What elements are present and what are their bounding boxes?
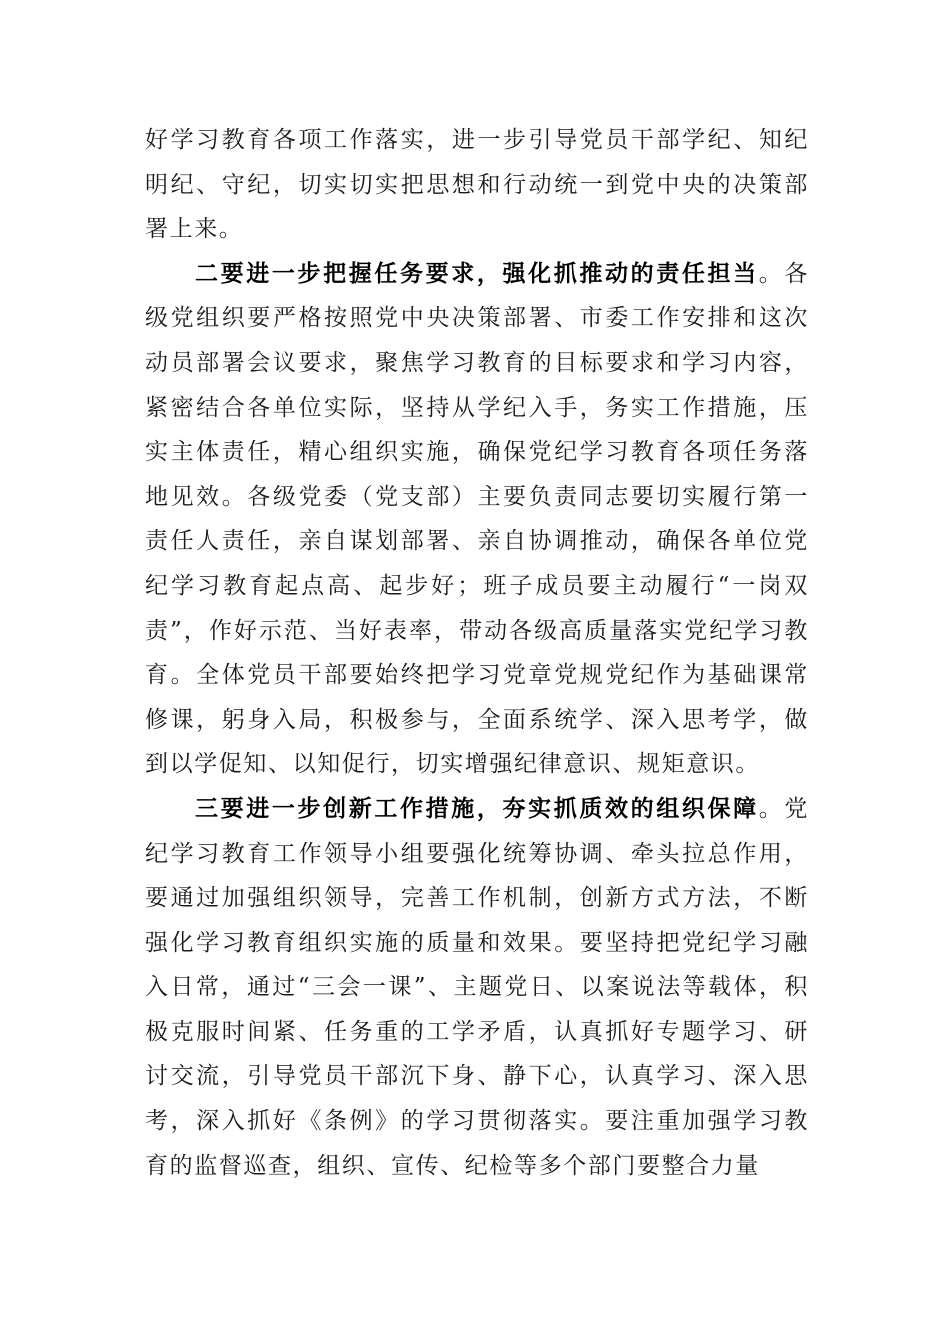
paragraph-1 [145,118,809,252]
paragraph-2-heading: 二要进一步把握任务要求，强化抓推动的责任担当 [195,259,759,287]
paragraph-2 [145,252,809,787]
paragraph-3-heading: 三要进一步创新工作措施，夯实抓质效的组织保障 [195,794,759,822]
paragraph-3-text: 。党纪学习教育工作领导小组要强化统筹协调、牵头拉总作用，要通过加强组织领导，完善工作机制，创新方式方法，不断强化学习教育组织实施的质量和效果。要坚持把党纪学习融入日常，通过“三会一课”、主题党日、以案说法等载体，积极克服时间紧、任务重的工学矛盾，认真抓好专题学习、研讨交流，引导党员干部沉下身、静下心，认真学习、深入思考，深入抓好《条例》的学习贯彻落实。要注重加强学习教育的监督巡查，组织、宣传、纪检等多个部门要整合力量 [145,795,810,1179]
document-body [145,118,809,1188]
paragraph-3 [145,787,809,1188]
paragraph-1-text: 好学习教育各项工作落实，进一步引导党员干部学纪、知纪明纪、守纪，切实切实把思想和行动统一到党中央的决策部署上来。 [145,127,809,243]
paragraph-2-text: 。各级党组织要严格按照党中央决策部署、市委工作安排和这次动员部署会议要求，聚焦学习教育的目标要求和学习内容，紧密结合各单位实际，坚持从学纪入手，务实工作措施，压实主体责任，精心组织实施，确保党纪学习教育各项任务落地见效。各级党委（党支部）主要负责同志要切实履行第一责任人责任，亲自谋划部署、亲自协调推动，确保各单位党纪学习教育起点高、起步好；班子成员要主动履行“一岗双责”，作好示范、当好表率，带动各级高质量落实党纪学习教育。全体党员干部要始终把学习党章党规党纪作为基础课常修课，躬身入局，积极参与，全面系统学、深入思考学，做到以学促知、以知促行，切实增强纪律意识、规矩意识。 [145,260,810,778]
